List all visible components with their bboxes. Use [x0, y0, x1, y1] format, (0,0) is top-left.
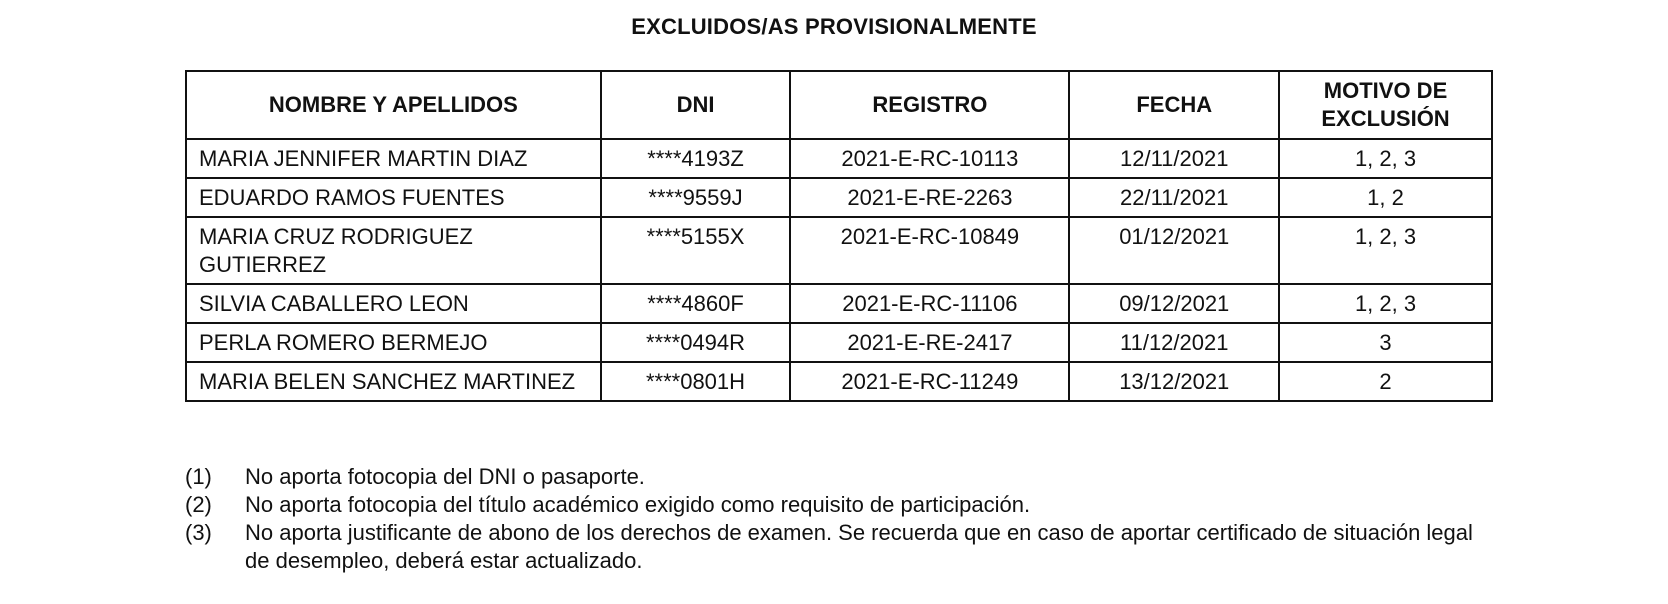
cell-name: MARIA CRUZ RODRIGUEZ GUTIERREZ [186, 217, 601, 284]
cell-fecha: 01/12/2021 [1069, 217, 1279, 284]
cell-dni: ****4860F [601, 284, 791, 323]
cell-name: MARIA JENNIFER MARTIN DIAZ [186, 139, 601, 178]
page-title: EXCLUIDOS/AS PROVISIONALMENTE [631, 14, 1037, 39]
excluded-applicants-table [185, 70, 1493, 402]
cell-dni: ****5155X [601, 217, 791, 284]
footnote-text: No aporta justificante de abono de los derechos de examen. Se recuerda que en caso de aportar certificado de situación legal de desempleo, deberá estar actualizado. [245, 520, 1473, 573]
footnote-text: No aporta fotocopia del título académico exigido como requisito de participación. [245, 492, 1031, 517]
cell-name: SILVIA CABALLERO LEON [186, 284, 601, 323]
table-row [186, 323, 1492, 362]
footnote [185, 519, 1495, 575]
cell-fecha: 12/11/2021 [1069, 139, 1279, 178]
cell-motivo: 3 [1279, 323, 1492, 362]
cell-motivo: 1, 2, 3 [1279, 217, 1492, 284]
footnote [185, 463, 1495, 491]
table-row [186, 178, 1492, 217]
cell-name: EDUARDO RAMOS FUENTES [186, 178, 601, 217]
cell-registro: 2021-E-RC-11249 [790, 362, 1069, 401]
footnote [185, 491, 1495, 519]
cell-fecha: 13/12/2021 [1069, 362, 1279, 401]
cell-motivo: 1, 2, 3 [1279, 139, 1492, 178]
cell-motivo: 2 [1279, 362, 1492, 401]
cell-name: PERLA ROMERO BERMEJO [186, 323, 601, 362]
header-registro: REGISTRO [790, 71, 1069, 139]
header-dni: DNI [601, 71, 791, 139]
table-row [186, 284, 1492, 323]
header-name: NOMBRE Y APELLIDOS [186, 71, 601, 139]
cell-dni: ****0494R [601, 323, 791, 362]
cell-dni: ****4193Z [601, 139, 791, 178]
cell-fecha: 09/12/2021 [1069, 284, 1279, 323]
cell-fecha: 11/12/2021 [1069, 323, 1279, 362]
footnote-number: (1) [185, 464, 212, 489]
header-motivo [1279, 71, 1492, 139]
table-row [186, 362, 1492, 401]
cell-registro: 2021-E-RE-2263 [790, 178, 1069, 217]
footnote-number: (2) [185, 492, 212, 517]
cell-name: MARIA BELEN SANCHEZ MARTINEZ [186, 362, 601, 401]
cell-dni: ****0801H [601, 362, 791, 401]
cell-motivo: 1, 2 [1279, 178, 1492, 217]
cell-registro: 2021-E-RE-2417 [790, 323, 1069, 362]
header-motivo-line2: EXCLUSIÓN [1321, 106, 1450, 131]
cell-registro: 2021-E-RC-10849 [790, 217, 1069, 284]
cell-motivo: 1, 2, 3 [1279, 284, 1492, 323]
cell-registro: 2021-E-RC-10113 [790, 139, 1069, 178]
footnotes [185, 463, 1495, 575]
table-row [186, 217, 1492, 284]
header-fecha: FECHA [1069, 71, 1279, 139]
cell-fecha: 22/11/2021 [1069, 178, 1279, 217]
table-row [186, 139, 1492, 178]
cell-registro: 2021-E-RC-11106 [790, 284, 1069, 323]
cell-dni: ****9559J [601, 178, 791, 217]
table-header-row [186, 71, 1492, 139]
footnote-text: No aporta fotocopia del DNI o pasaporte. [245, 464, 645, 489]
footnote-number: (3) [185, 520, 212, 545]
header-motivo-line1: MOTIVO DE [1323, 78, 1448, 103]
